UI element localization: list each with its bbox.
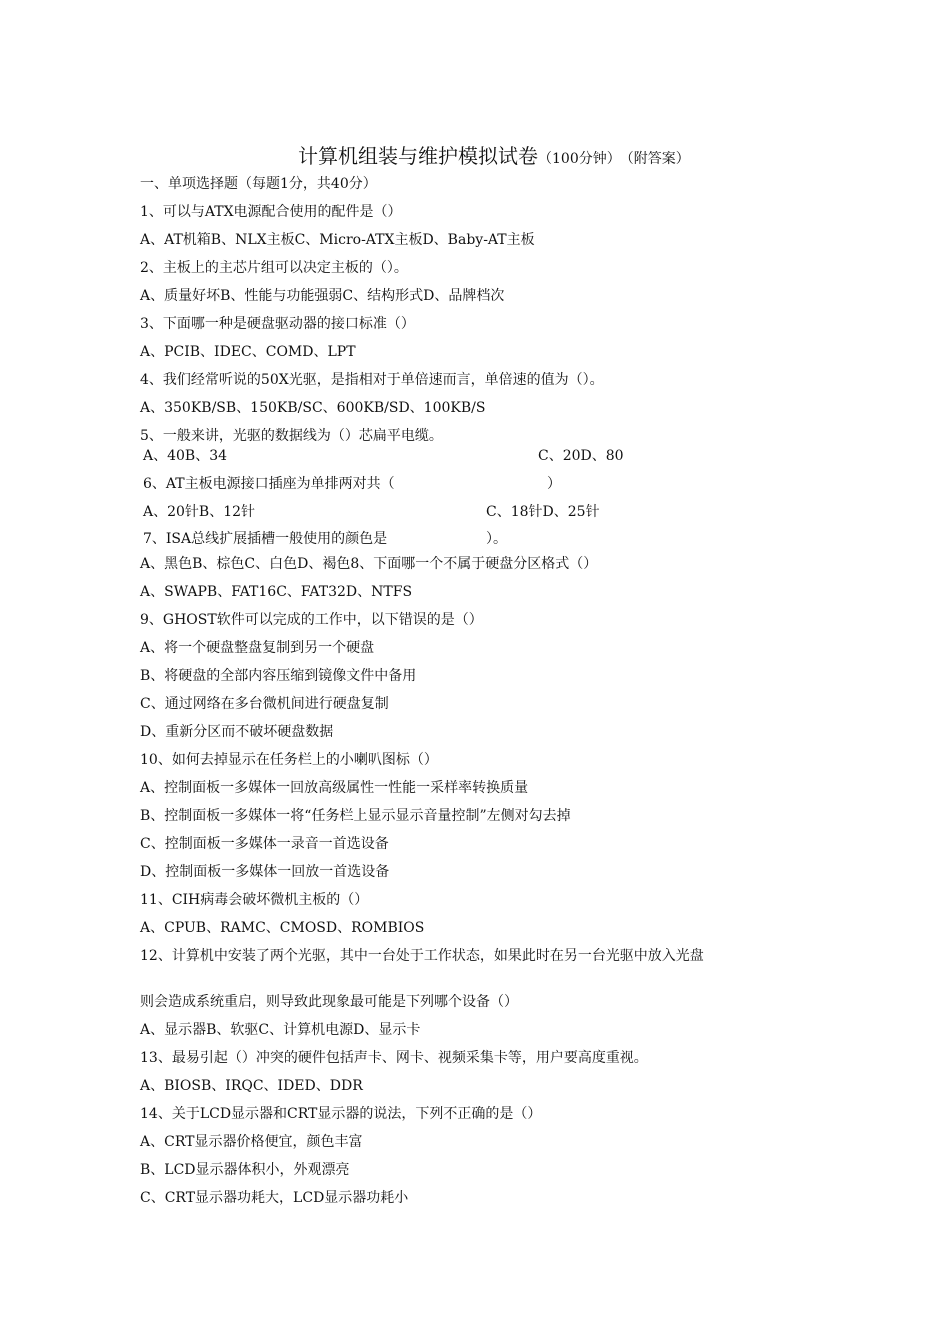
question-5: 5、一般来讲，光驱的数据线为（）芯扁平电缆。 (140, 428, 443, 444)
question-9: 9、GHOST软件可以完成的工作中，以下错误的是（） (140, 612, 483, 628)
question-9-option-d: D、重新分区而不破坏硬盘数据 (140, 724, 334, 740)
question-1: 1、可以与ATX电源配合使用的配件是（） (140, 204, 402, 220)
question-10-option-b: B、控制面板一多媒体一将“任务栏上显示显示音量控制”左侧对勾去掉 (140, 808, 571, 824)
question-2: 2、主板上的主芯片组可以决定主板的（）。 (140, 260, 408, 276)
question-6-options-right: C、18针D、25针 (486, 504, 600, 520)
question-9-option-a: A、将一个硬盘整盘复制到另一个硬盘 (140, 640, 375, 656)
question-13: 13、最易引起（）冲突的硬件包括声卡、网卡、视频采集卡等，用户要高度重视。 (140, 1050, 648, 1066)
question-11: 11、CIH病毒会破坏微机主板的（） (140, 892, 369, 908)
question-6-bracket-end: ） (547, 476, 561, 492)
question-9-option-c: C、通过网络在多台微机间进行硬盘复制 (140, 696, 389, 712)
question-13-options: A、BIOSB、IRQC、IDED、DDR (140, 1078, 363, 1094)
question-3-options: A、PCIB、IDEC、COMD、LPT (140, 344, 356, 360)
question-6: 6、AT主板电源接口插座为单排两对共（ (143, 476, 395, 492)
question-10-option-a: A、控制面板一多媒体一回放高级属性一性能一采样率转换质量 (140, 780, 529, 796)
title-main: 计算机组装与维护模拟试卷 (298, 144, 538, 168)
question-10: 10、如何去掉显示在任务栏上的小喇叭图标（） (140, 752, 438, 768)
question-10-option-d: D、控制面板一多媒体一回放一首选设备 (140, 864, 390, 880)
question-12: 12、计算机中安装了两个光驱，其中一台处于工作状态，如果此时在另一台光驱中放入光盘 (140, 948, 704, 964)
question-12-options: A、显示器B、软驱C、计算机电源D、显示卡 (140, 1022, 421, 1038)
question-8-options: A、SWAPB、FAT16C、FAT32D、NTFS (140, 584, 413, 600)
question-3: 3、下面哪一种是硬盘驱动器的接口标准（） (140, 316, 415, 332)
question-5-options-right: C、20D、80 (538, 448, 624, 464)
question-12-continued: 则会造成系统重启，则导致此现象最可能是下列哪个设备（） (140, 994, 518, 1010)
question-14-option-c: C、CRT显示器功耗大，LCD显示器功耗小 (140, 1190, 409, 1206)
question-11-options: A、CPUB、RAMC、CMOSD、ROMBIOS (140, 920, 425, 936)
question-7-options-and-question-8: A、黑色B、棕色C、白色D、褐色8、下面哪一个不属于硬盘分区格式（） (140, 556, 598, 572)
question-14: 14、关于LCD显示器和CRT显示器的说法，下列不正确的是（） (140, 1106, 542, 1122)
page-title (298, 142, 818, 173)
question-10-option-c: C、控制面板一多媒体一录音一首选设备 (140, 836, 389, 852)
question-5-options-left: A、40B、34 (143, 448, 228, 464)
title-duration: （100分钟） (538, 151, 621, 167)
question-7-bracket-end: ）。 (486, 531, 507, 547)
question-6-options-left: A、20针B、12针 (143, 504, 256, 520)
question-14-option-a: A、CRT显示器价格便宜，颜色丰富 (140, 1134, 363, 1150)
question-9-option-b: B、将硬盘的全部内容压缩到镜像文件中备用 (140, 668, 417, 684)
section-heading: 一、单项选择题（每题1分，共40分） (140, 176, 377, 192)
question-4: 4、我们经常听说的50X光驱，是指相对于单倍速而言，单倍速的值为（）。 (140, 372, 604, 388)
question-1-options: A、AT机箱B、NLX主板C、Micro-ATX主板D、Baby-AT主板 (140, 232, 535, 248)
question-14-option-b: B、LCD显示器体积小，外观漂亮 (140, 1162, 350, 1178)
question-7: 7、ISA总线扩展插槽一般使用的颜色是 (143, 531, 388, 547)
title-answer-note: （附答案） (626, 151, 690, 167)
question-2-options: A、质量好坏B、性能与功能强弱C、结构形式D、品牌档次 (140, 288, 505, 304)
question-4-options: A、350KB/SB、150KB/SC、600KB/SD、100KB/S (140, 400, 486, 416)
